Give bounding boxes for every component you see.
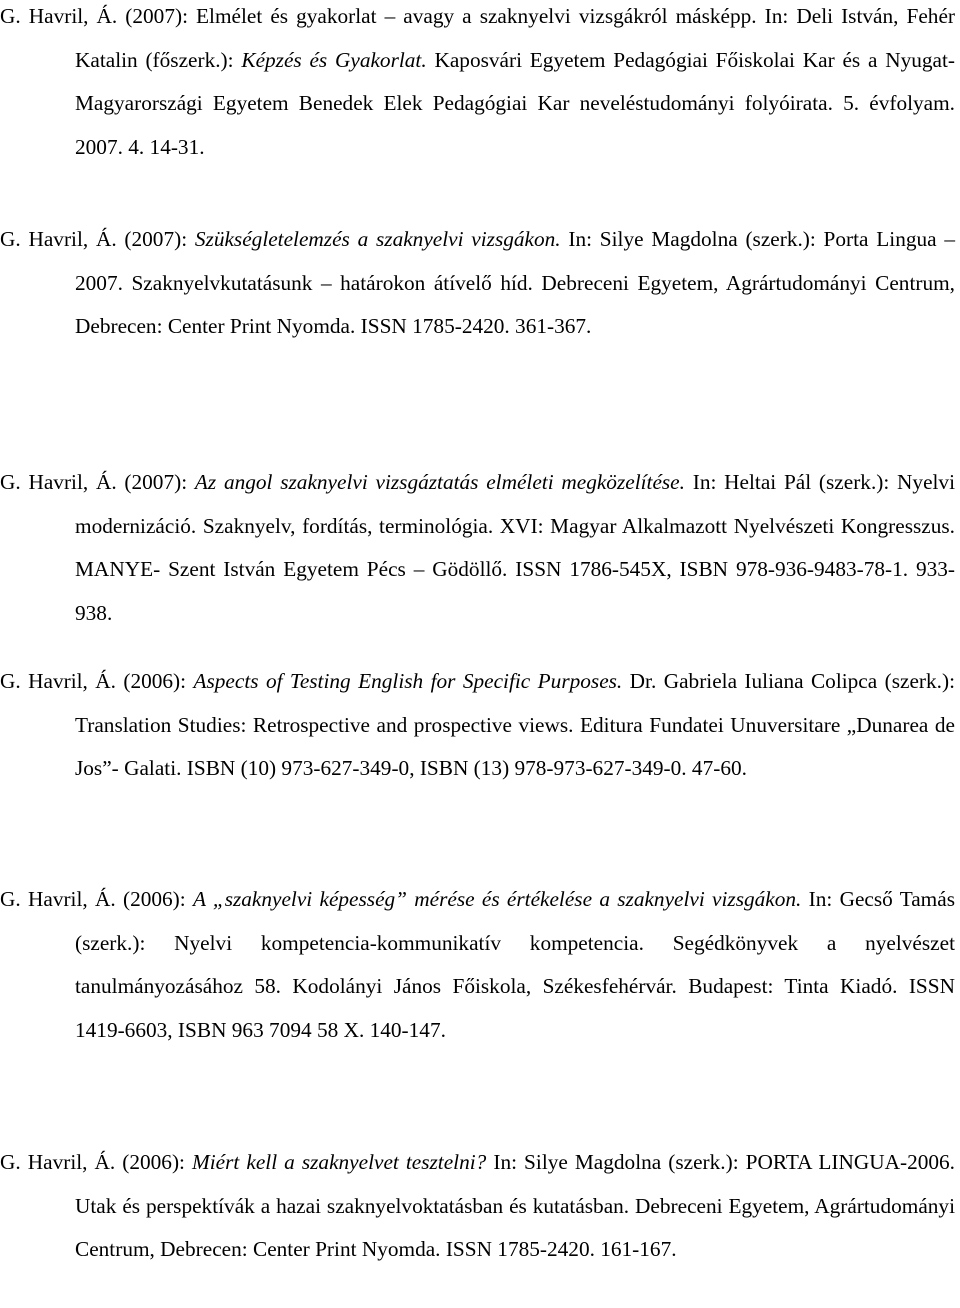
- reference-text: In: Silye Magdolna (szerk.): PORTA LINGUA-2006. Utak és perspektívák a hazai szaknyelvoktatásban és kutatásban. Debreceni Egyetem, Agrártudományi Centrum, Debrecen: Center Print Nyomda. ISSN 1785-2420. 161-167.: [75, 1150, 955, 1261]
- reference-title: Szükségletelemzés a szaknyelvi vizsgákon.: [194, 227, 561, 251]
- reference-title: A „szaknyelvi képesség” mérése és értékelése a szaknyelvi vizsgákon.: [192, 887, 802, 911]
- reference-text: G. Havril, Á. (2007):: [0, 227, 195, 251]
- reference-entry: [0, 461, 955, 635]
- reference-entry: [0, 218, 955, 349]
- reference-entry: [0, 1141, 955, 1272]
- reference-text: G. Havril, Á. (2006):: [0, 1150, 193, 1174]
- reference-text: In: Silye Magdolna (szerk.): Porta Lingua – 2007. Szaknyelvkutatásunk – határokon átívelő híd. Debreceni Egyetem, Agrártudományi Centrum, Debrecen: Center Print Nyomda. ISSN 1785-2420. 361-367.: [75, 227, 956, 338]
- reference-text: G. Havril, Á. (2006):: [0, 887, 193, 911]
- reference-title: Miért kell a szaknyelvet tesztelni?: [192, 1150, 487, 1174]
- reference-text: Dr. Gabriela Iuliana Colipca (szerk.): Translation Studies: Retrospective and prospective views. Editura Fundatei Unuversitare „Dunarea de Jos”- Galati. ISBN (10) 973-627-349-0, ISBN (13) 978-973-627-349-0. 47-60.: [75, 669, 955, 780]
- reference-entry: [0, 878, 955, 1052]
- reference-entry: [0, 660, 955, 791]
- reference-text: In: Heltai Pál (szerk.): Nyelvi modernizáció. Szaknyelv, fordítás, terminológia. XVI: Magyar Alkalmazott Nyelvészeti Kongresszus. MANYE- Szent István Egyetem Pécs – Gödöllő. ISSN 1786-545X, ISBN 978-936-9483-78-1. 933-938.: [75, 470, 956, 625]
- reference-text: G. Havril, Á. (2007):: [0, 470, 195, 494]
- reference-text: G. Havril, Á. (2007): Elmélet és gyakorlat – avagy a szaknyelvi vizsgákról másképp. In: Deli István, Fehér Katalin (főszerk.):: [0, 4, 955, 72]
- reference-text: G. Havril, Á. (2006):: [0, 669, 194, 693]
- reference-title: Aspects of Testing English for Specific Purposes.: [193, 669, 623, 693]
- reference-entry: [0, 0, 955, 169]
- reference-title: Képzés és Gyakorlat.: [241, 47, 427, 72]
- reference-text: In: Gecső Tamás (szerk.): Nyelvi kompetencia-kommunikatív kompetencia. Segédkönyvek a nyelvészet tanulmányozásához 58. Kodolányi János Főiskola, Székesfehérvár. Budapest: Tinta Kiadó. ISSN 1419-6603, ISBN 963 7094 58 X. 140-147.: [75, 887, 955, 1042]
- reference-text: Kaposvári Egyetem Pedagógiai Főiskolai Kar és a Nyugat-Magyarországi Egyetem Benedek Elek Pedagógiai Kar neveléstudományi folyóirata. 5. évfolyam. 2007. 4. 14-31.: [75, 47, 955, 159]
- reference-title: Az angol szaknyelvi vizsgáztatás elméleti megközelítése.: [194, 470, 685, 494]
